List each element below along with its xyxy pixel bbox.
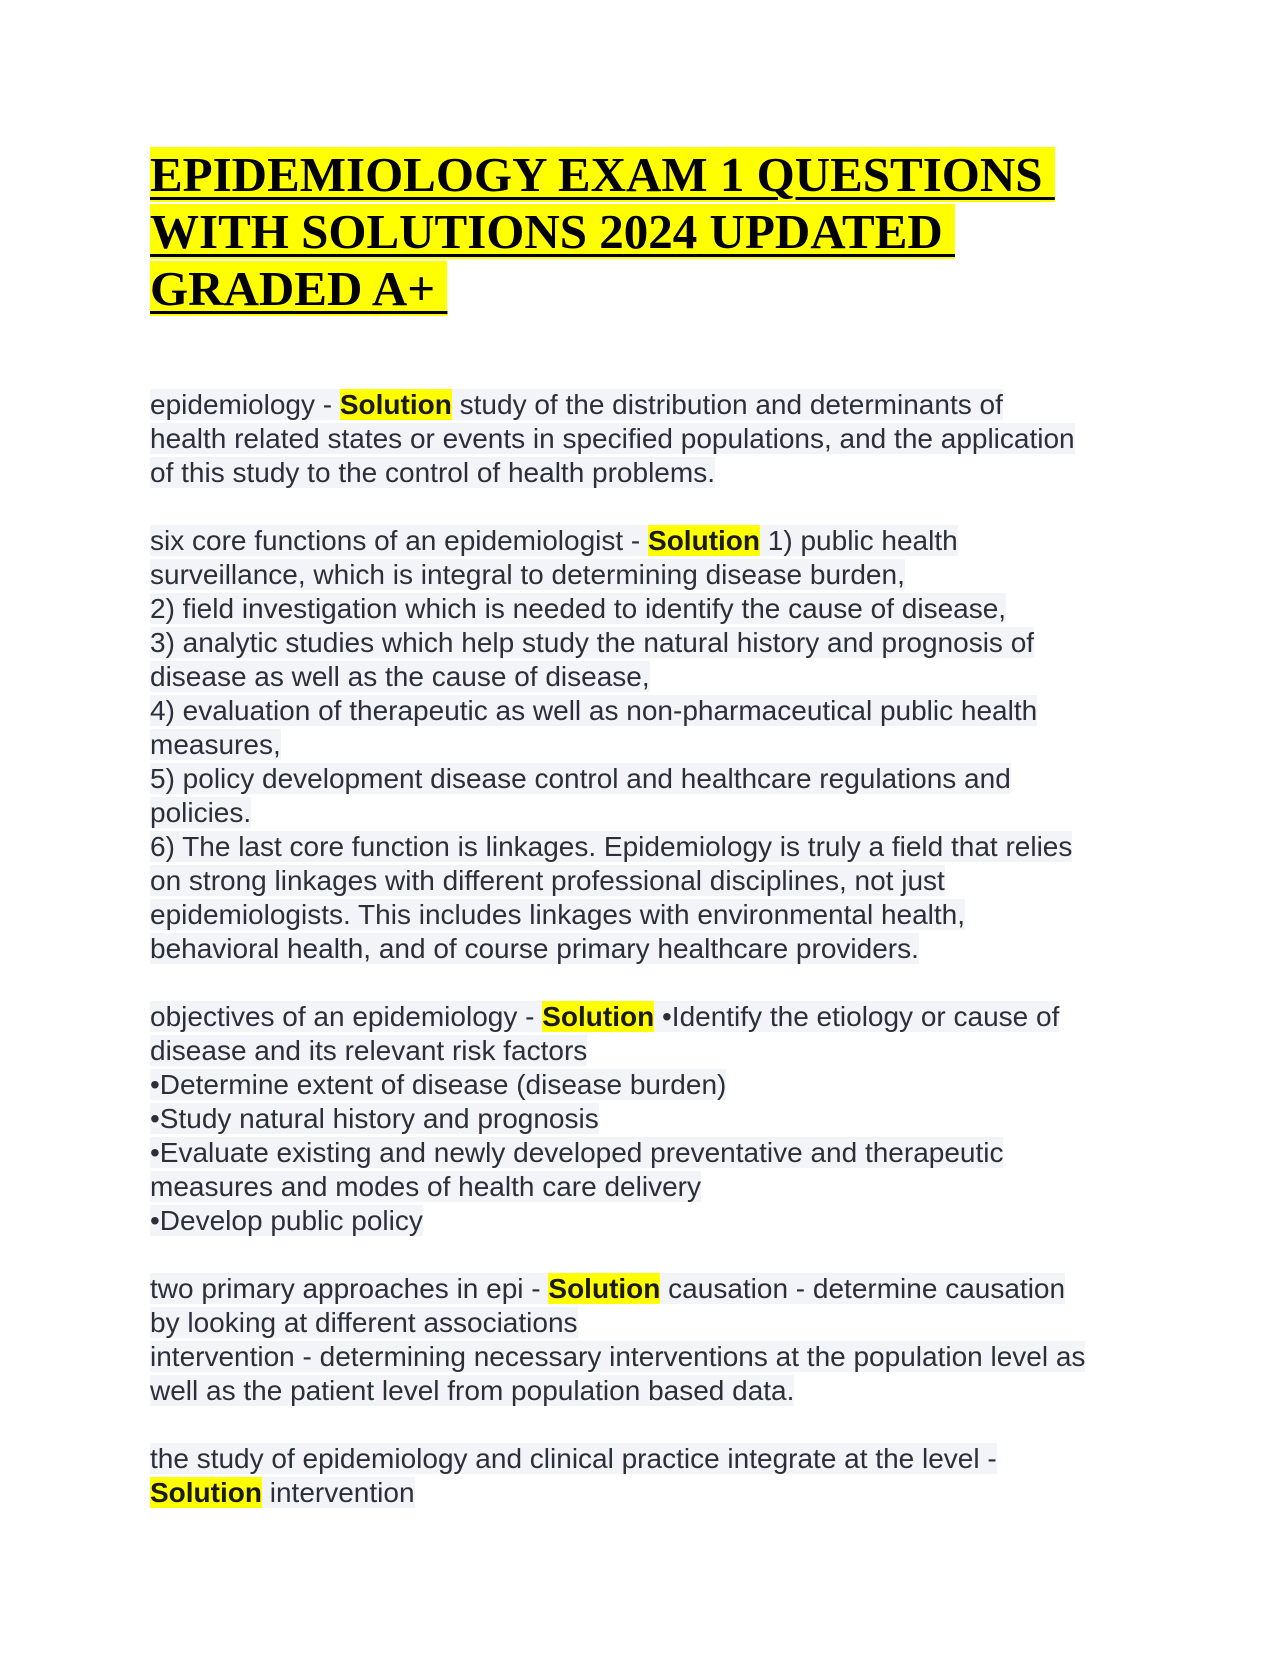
text-line bbox=[150, 796, 1150, 830]
answer-text: by looking at different associations bbox=[150, 1307, 578, 1338]
answer-text: well as the patient level from population based data. bbox=[150, 1375, 795, 1406]
qa-item bbox=[150, 1442, 1150, 1510]
text-line bbox=[150, 864, 1150, 898]
text-line bbox=[150, 1204, 1150, 1238]
qa-item bbox=[150, 1272, 1150, 1408]
answer-text: epidemiologists. This includes linkages with environmental health, bbox=[150, 899, 966, 930]
answer-text: 6) The last core function is linkages. Epidemiology is truly a field that relies bbox=[150, 831, 1073, 862]
text-line bbox=[150, 762, 1150, 796]
title-line: WITH SOLUTIONS 2024 UPDATED bbox=[150, 204, 956, 259]
answer-text: disease and its relevant risk factors bbox=[150, 1035, 588, 1066]
text-line bbox=[150, 1136, 1150, 1170]
answer-text: causation - determine causation bbox=[660, 1273, 1066, 1304]
answer-text: on strong linkages with different professional disciplines, not just bbox=[150, 865, 945, 896]
answer-text: •Determine extent of disease (disease burden) bbox=[150, 1069, 727, 1100]
question-text: epidemiology - bbox=[150, 389, 340, 420]
text-line bbox=[150, 1306, 1150, 1340]
text-line bbox=[150, 388, 1150, 422]
answer-text: •Evaluate existing and newly developed preventative and therapeutic bbox=[150, 1137, 1004, 1168]
solution-label: Solution bbox=[542, 1001, 655, 1032]
solution-label: Solution bbox=[548, 1273, 661, 1304]
question-text: six core functions of an epidemiologist - bbox=[150, 525, 649, 556]
answer-text: •Study natural history and prognosis bbox=[150, 1103, 599, 1134]
answer-text: of this study to the control of health problems. bbox=[150, 457, 715, 488]
text-line bbox=[150, 1170, 1150, 1204]
qa-item bbox=[150, 524, 1150, 966]
text-line bbox=[150, 422, 1150, 456]
question-text: the study of epidemiology and clinical practice integrate at the level - bbox=[150, 1443, 997, 1474]
text-line bbox=[150, 660, 1150, 694]
answer-text: 1) public health bbox=[760, 525, 958, 556]
question-text: two primary approaches in epi - bbox=[150, 1273, 549, 1304]
question-text: objectives of an epidemiology - bbox=[150, 1001, 543, 1032]
answer-text: 5) policy development disease control and healthcare regulations and bbox=[150, 763, 1011, 794]
text-line bbox=[150, 456, 1150, 490]
text-line bbox=[150, 626, 1150, 660]
answer-text: intervention - determining necessary interventions at the population level as bbox=[150, 1341, 1086, 1372]
text-line bbox=[150, 694, 1150, 728]
document-page bbox=[150, 146, 1150, 1544]
text-line bbox=[150, 1476, 1150, 1510]
answer-text: disease as well as the cause of disease, bbox=[150, 661, 650, 692]
qa-item bbox=[150, 388, 1150, 490]
answer-text: 4) evaluation of therapeutic as well as non-pharmaceutical public health bbox=[150, 695, 1038, 726]
solution-label: Solution bbox=[339, 389, 452, 420]
text-line bbox=[150, 1272, 1150, 1306]
answer-text: •Identify the etiology or cause of bbox=[654, 1001, 1060, 1032]
answer-text: •Develop public policy bbox=[150, 1205, 423, 1236]
title-line: GRADED A+ bbox=[150, 261, 448, 316]
text-line bbox=[150, 592, 1150, 626]
solution-label: Solution bbox=[150, 1477, 262, 1508]
document-body bbox=[150, 388, 1150, 1510]
answer-text: measures, bbox=[150, 729, 281, 760]
text-line bbox=[150, 1068, 1150, 1102]
answer-text: 2) field investigation which is needed to identify the cause of disease, bbox=[150, 593, 1007, 624]
text-line bbox=[150, 1340, 1150, 1374]
answer-text: intervention bbox=[261, 1477, 415, 1508]
text-line bbox=[150, 932, 1150, 966]
qa-item bbox=[150, 1000, 1150, 1238]
solution-label: Solution bbox=[648, 525, 761, 556]
title-line: EPIDEMIOLOGY EXAM 1 QUESTIONS bbox=[150, 147, 1055, 202]
answer-text: study of the distribution and determinants of bbox=[451, 389, 1003, 420]
text-line bbox=[150, 558, 1150, 592]
answer-text: health related states or events in specified populations, and the application bbox=[150, 423, 1075, 454]
text-line bbox=[150, 830, 1150, 864]
text-line bbox=[150, 1374, 1150, 1408]
text-line bbox=[150, 1102, 1150, 1136]
answer-text: policies. bbox=[150, 797, 252, 828]
text-line bbox=[150, 898, 1150, 932]
answer-text: behavioral health, and of course primary healthcare providers. bbox=[150, 933, 919, 964]
answer-text: measures and modes of health care delivery bbox=[150, 1171, 701, 1202]
document-title bbox=[150, 146, 1150, 317]
text-line bbox=[150, 1000, 1150, 1034]
text-line bbox=[150, 1442, 1150, 1476]
answer-text: 3) analytic studies which help study the natural history and prognosis of bbox=[150, 627, 1035, 658]
text-line bbox=[150, 728, 1150, 762]
text-line bbox=[150, 1034, 1150, 1068]
text-line bbox=[150, 524, 1150, 558]
answer-text: surveillance, which is integral to determining disease burden, bbox=[150, 559, 905, 590]
